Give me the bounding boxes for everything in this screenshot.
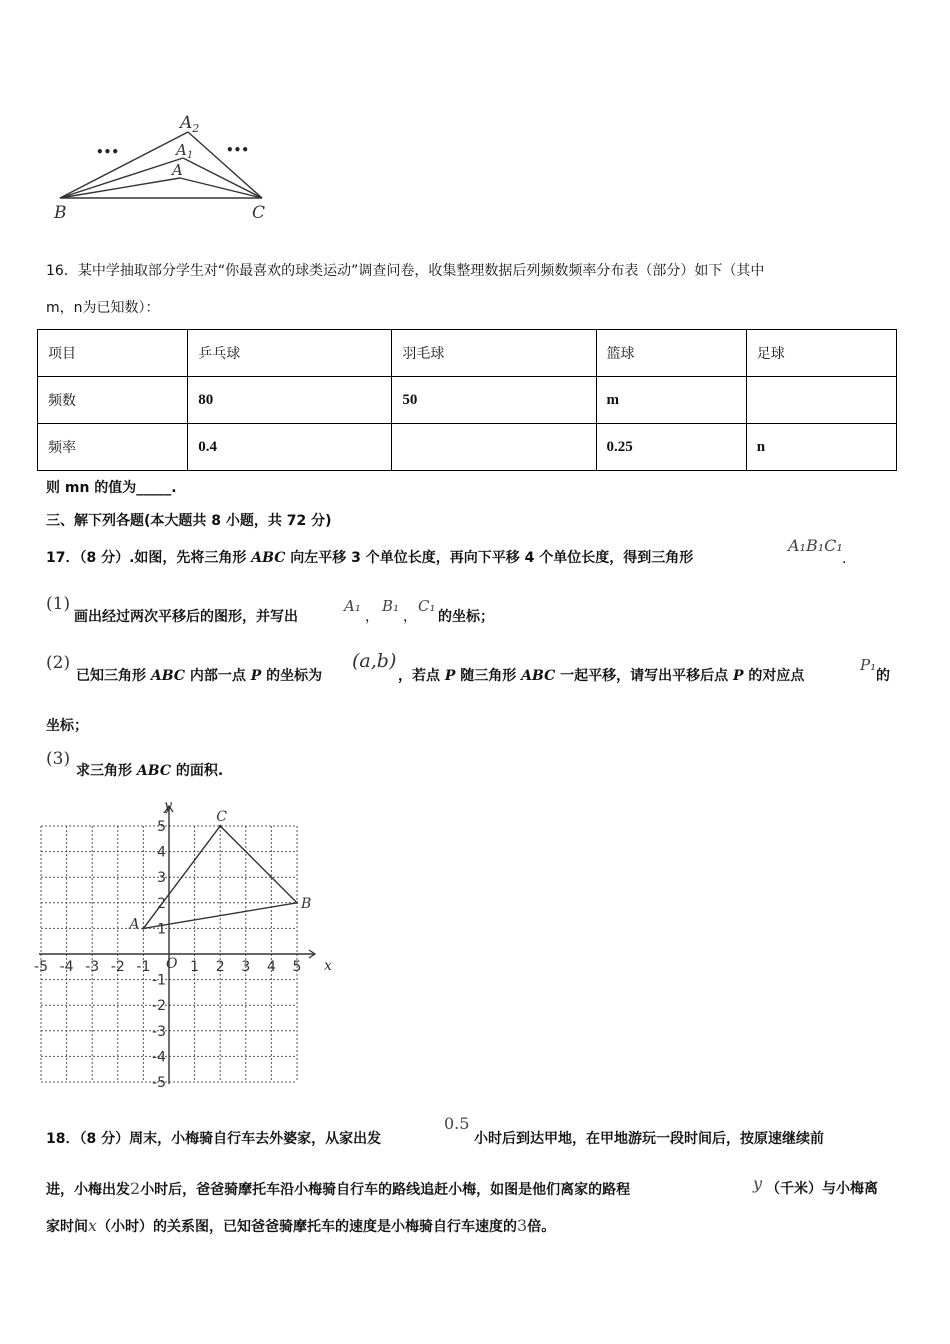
- table-cell: [746, 377, 896, 424]
- table-cell: m: [596, 377, 746, 424]
- table-cell: 0.25: [596, 424, 746, 471]
- tick-labels: [34, 819, 301, 1091]
- y-tick-label: -1: [152, 972, 166, 989]
- segment-c-a: [180, 178, 262, 198]
- q17-part3-number: (3): [46, 749, 71, 769]
- y-tick-label: 2: [157, 895, 166, 912]
- point-label-c: C: [216, 809, 227, 825]
- ellipsis-left: •••: [96, 145, 120, 159]
- section-3-heading: 三、解下列各题(本大题共 8 小题，共 72 分): [46, 513, 332, 529]
- q18-line2: 进，小梅出发2小时后，爸爸骑摩托车沿小梅骑自行车的路线追赶小梅，如图是他们离家的路程: [46, 1179, 631, 1198]
- x-tick-label: -5: [34, 959, 48, 975]
- x-tick-label: 5: [292, 959, 302, 975]
- point-a: [142, 927, 144, 929]
- segment-b-a1: [60, 158, 183, 198]
- table-cell: 项目: [38, 330, 188, 377]
- q17-part1-text: 画出经过两次平移后的图形，并写出: [74, 609, 298, 625]
- segment-c-a2: [188, 132, 262, 198]
- table-cell: [392, 424, 596, 471]
- y-tick-label: 4: [157, 844, 166, 861]
- x-tick-label: -3: [85, 959, 100, 975]
- table-row-header: [38, 330, 897, 377]
- frequency-table: [37, 329, 897, 471]
- q17-prefix: 17．（8 分）.如图，先将三角形: [46, 550, 252, 566]
- q17-part1-sep2: ，: [403, 609, 417, 625]
- segment-c-a1: [183, 158, 262, 198]
- table-cell: 羽毛球: [392, 330, 596, 377]
- q18-var-y: y: [753, 1174, 763, 1193]
- x-tick-label: 3: [241, 959, 251, 975]
- q17-middle: 向左平移 3 个单位长度，再向下平移 4 个单位长度，得到三角形: [285, 550, 694, 566]
- y-tick-label: 1: [157, 921, 166, 938]
- q17-part1-b1: B₁: [382, 597, 400, 615]
- q17-part1-end: 的坐标；: [438, 609, 494, 625]
- x-tick-label: 2: [215, 959, 225, 975]
- q17-part1-a1: A₁: [344, 597, 361, 615]
- q17-abc: ABC: [251, 550, 286, 566]
- origin-label: O: [166, 956, 178, 972]
- q17-part2-text-a: 已知三角形 ABC 内部一点 P 的坐标为: [76, 668, 323, 684]
- coordinate-grid: [34, 796, 348, 1096]
- table-row-frequency-count: [38, 377, 897, 424]
- y-tick-label: 3: [157, 870, 166, 887]
- q17-part3-text: 求三角形 ABC 的面积.: [76, 763, 224, 779]
- y-tick-label: -2: [152, 998, 166, 1015]
- q17-part2-line2: 坐标；: [46, 718, 88, 734]
- x-tick-label: -1: [136, 959, 151, 975]
- point-label-b: B: [301, 895, 312, 912]
- table-cell: 80: [188, 377, 392, 424]
- y-axis-label: y: [164, 798, 172, 814]
- q17-part2-p1: P₁: [860, 656, 877, 674]
- segment-b-a2: [60, 132, 188, 198]
- label-c: C: [252, 203, 266, 223]
- x-tick-label: 4: [266, 959, 276, 975]
- y-tick-label: -4: [152, 1049, 166, 1066]
- table-cell: 频率: [38, 424, 188, 471]
- table-cell: n: [746, 424, 896, 471]
- table-cell: 50: [392, 377, 596, 424]
- label-a1: $A_1$: [176, 141, 194, 161]
- table-cell: 乒乓球: [188, 330, 392, 377]
- q17-part1-number: (1): [46, 594, 71, 614]
- q18-line1-b: 小时后到达甲地，在甲地游玩一段时间后，按原速继续前: [474, 1131, 824, 1147]
- y-tick-label: 5: [157, 819, 166, 835]
- q16-line2: m，n为已知数）：: [46, 300, 160, 316]
- label-a2: $A_2$: [180, 113, 200, 135]
- x-tick-label: 1: [190, 959, 200, 975]
- q17-part2-end: 的: [876, 668, 890, 684]
- table-cell: 篮球: [596, 330, 746, 377]
- q16-answer: 则 mn 的值为_____.: [46, 480, 177, 496]
- y-tick-label: -5: [152, 1075, 166, 1091]
- label-b: B: [54, 203, 67, 223]
- q16-line1: 16．某中学抽取部分学生对“你最喜欢的球类运动”调查问卷，收集整理数据后列频数频率分布表（部分）如下（其中: [46, 263, 765, 279]
- q17-intro: [46, 548, 693, 568]
- q18-line3: 家时间x（小时）的关系图，已知爸爸骑摩托车的速度是小梅骑自行车速度的3倍。: [46, 1216, 556, 1235]
- q17-part2-text-b: ，若点 P 随三角形 ABC 一起平移，请写出平移后点 P 的对应点: [398, 668, 805, 684]
- point-c: [219, 825, 221, 827]
- axes: [39, 806, 315, 1084]
- table-cell: 足球: [746, 330, 896, 377]
- table-cell: 0.4: [188, 424, 392, 471]
- q18-line2-end: （千米）与小梅离: [766, 1181, 878, 1197]
- q17-part2-number: (2): [46, 653, 71, 673]
- q17-a1b1c1: A₁B₁C₁: [788, 536, 843, 555]
- x-tick-label: -4: [59, 959, 74, 975]
- q17-part1-sep1: ，: [365, 609, 379, 625]
- table-row-frequency-rate: [38, 424, 897, 471]
- point-b: [296, 902, 298, 904]
- y-tick-label: -3: [152, 1023, 166, 1040]
- point-label-a: A: [129, 916, 140, 933]
- triangle-abc: [127, 809, 311, 932]
- ellipsis-right: •••: [226, 143, 250, 157]
- x-axis-label: x: [324, 958, 332, 974]
- label-a: A: [172, 161, 183, 179]
- triangle-fan-figure: [40, 100, 290, 230]
- x-tick-label: -2: [110, 959, 125, 975]
- q18-line1-a: 18．（8 分）周末，小梅骑自行车去外婆家，从家出发: [46, 1131, 382, 1147]
- q17-part1-c1: C₁: [418, 597, 436, 615]
- q18-val-05: 0.5: [444, 1114, 470, 1133]
- q17-part2-ab: (a,b): [352, 650, 397, 672]
- q17-end: .: [842, 551, 847, 567]
- table-cell: 频数: [38, 377, 188, 424]
